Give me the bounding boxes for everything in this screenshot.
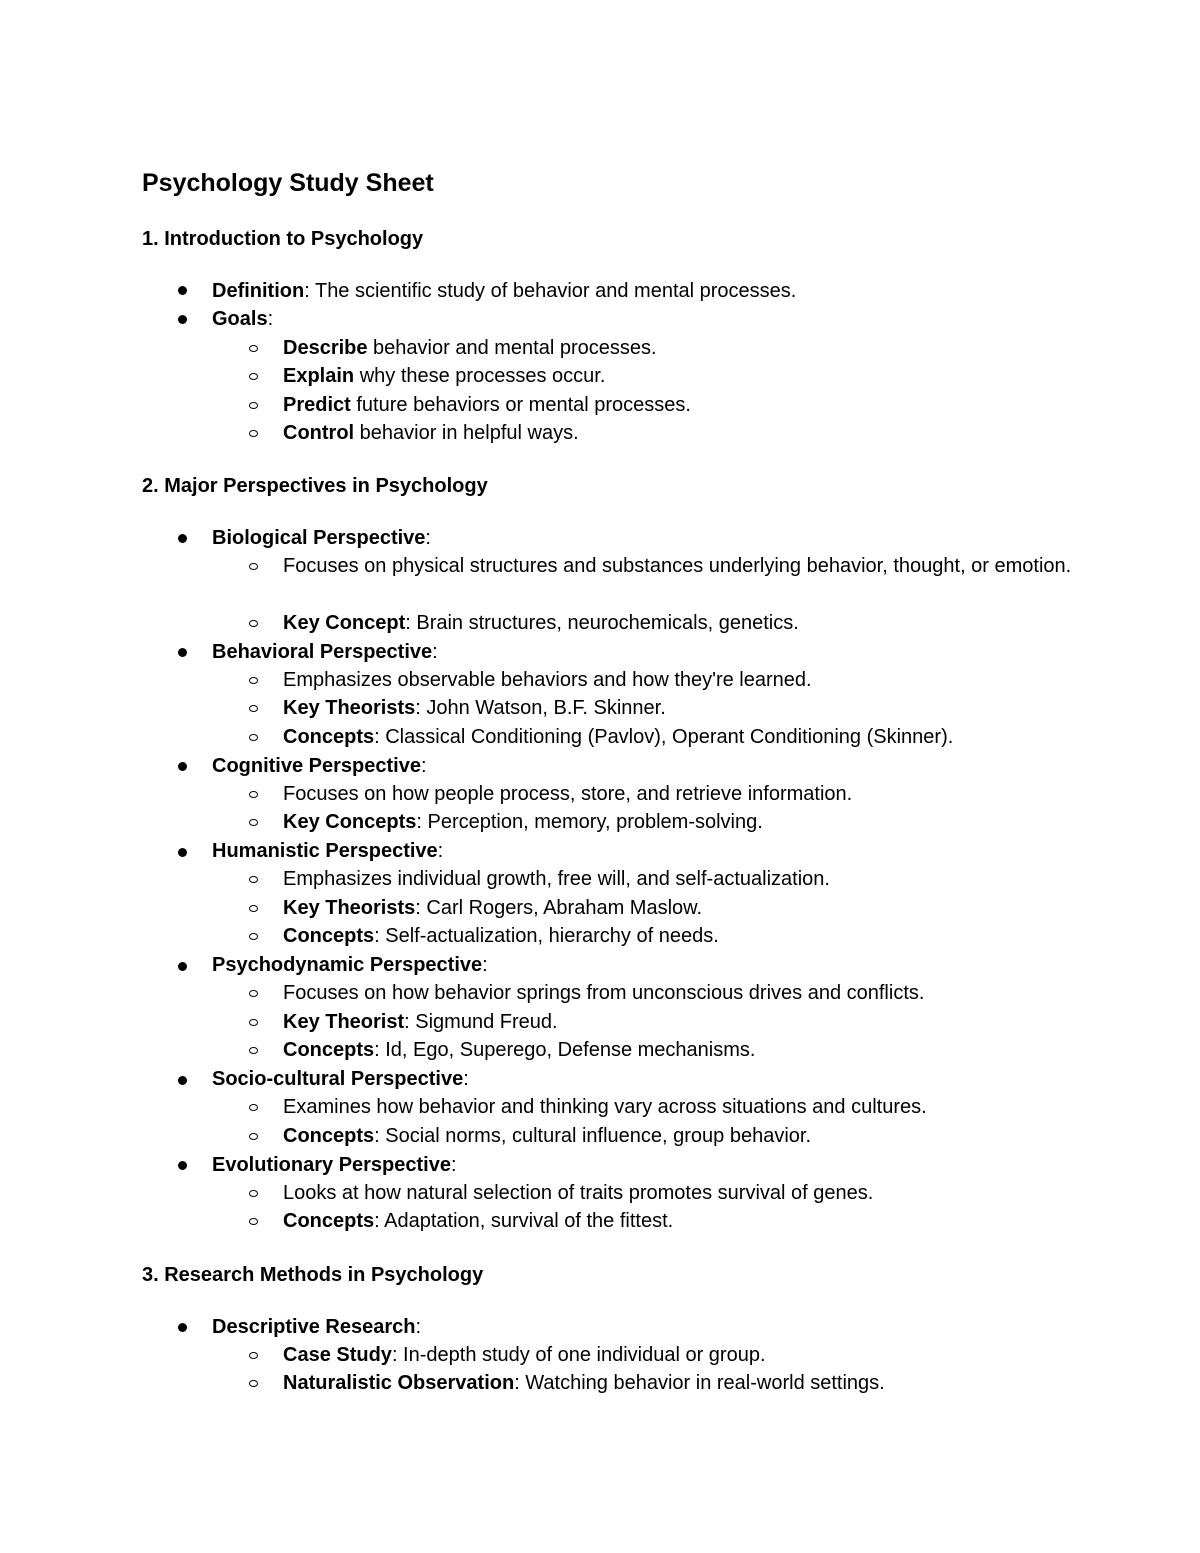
circle-bullet-icon (249, 373, 258, 380)
term-label: Goals (212, 308, 268, 330)
term-text: : (437, 840, 444, 862)
term-text: : (482, 954, 488, 976)
term-text: Emphasizes observable behaviors and how they're learned. (283, 669, 812, 691)
term-label: Key Concepts (283, 811, 417, 833)
term-label: Describe (283, 337, 368, 359)
disc-bullet-icon (178, 534, 187, 543)
term-label: Psychodynamic Perspective (212, 954, 483, 976)
list-item (212, 1151, 457, 1180)
circle-bullet-icon (249, 990, 258, 997)
circle-bullet-icon (249, 1104, 258, 1111)
term-label: Behavioral Perspective (212, 641, 433, 663)
term-text: : In-depth study of one individual or group. (391, 1344, 766, 1366)
sub-list-item (283, 723, 953, 752)
list-item (212, 951, 488, 980)
term-label: Evolutionary Perspective (212, 1154, 451, 1176)
term-text: why these processes occur. (354, 365, 606, 387)
circle-bullet-icon (249, 1019, 258, 1026)
list-item (212, 837, 443, 866)
term-label: Naturalistic Observation (283, 1372, 515, 1394)
disc-bullet-icon (178, 1076, 187, 1085)
sub-list-item (283, 419, 579, 448)
list-item (212, 752, 427, 781)
disc-bullet-icon (178, 315, 187, 324)
term-label: Predict (283, 394, 351, 416)
term-text: Focuses on physical structures and substances underlying behavior, thought, or emotion. (283, 555, 1072, 577)
sub-list-item (283, 1036, 755, 1065)
sub-list-item (283, 1008, 558, 1037)
term-text: future behaviors or mental processes. (350, 394, 691, 416)
circle-bullet-icon (249, 791, 258, 798)
circle-bullet-icon (249, 705, 258, 712)
section-heading: 2. Major Perspectives in Psychology (142, 475, 488, 497)
term-text: : Brain structures, neurochemicals, genetics. (405, 612, 799, 634)
list-item (212, 277, 796, 306)
term-label: Key Theorists (283, 897, 416, 919)
term-label: Key Concept (283, 612, 406, 634)
sub-list-item (283, 1093, 927, 1122)
term-text: : (432, 641, 438, 663)
term-text: : (415, 1316, 422, 1338)
circle-bullet-icon (249, 905, 258, 912)
term-label: Definition (212, 280, 305, 302)
circle-bullet-icon (249, 876, 258, 883)
term-text: Looks at how natural selection of traits promotes survival of genes. (283, 1182, 874, 1204)
page-title: Psychology Study Sheet (142, 169, 434, 197)
term-text: Focuses on how people process, store, and retrieve information. (283, 783, 853, 805)
sub-list-item (283, 1207, 673, 1236)
sub-list-item (283, 1341, 766, 1370)
sub-list-item (283, 666, 812, 695)
term-label: Cognitive Perspective (212, 755, 421, 777)
term-label: Key Theorists (283, 697, 416, 719)
term-label: Descriptive Research (212, 1316, 416, 1338)
circle-bullet-icon (249, 1133, 258, 1140)
term-label: Humanistic Perspective (212, 840, 438, 862)
term-text: : Perception, memory, problem-solving. (416, 811, 763, 833)
term-text: : Classical Conditioning (Pavlov), Operant Conditioning (Skinner). (374, 726, 954, 748)
disc-bullet-icon (178, 762, 187, 771)
term-text: Examines how behavior and thinking vary across situations and cultures. (283, 1096, 927, 1118)
sub-list-item (283, 865, 830, 894)
disc-bullet-icon (178, 1161, 187, 1170)
term-text: : Adaptation, survival of the fittest. (374, 1210, 674, 1232)
sub-list-item (283, 808, 763, 837)
term-text: behavior and mental processes. (367, 337, 657, 359)
term-text: : The scientific study of behavior and mental processes. (304, 280, 797, 302)
term-label: Concepts (283, 1125, 375, 1147)
term-text: : Sigmund Freud. (404, 1011, 558, 1033)
disc-bullet-icon (178, 848, 187, 857)
sub-list-item (283, 694, 666, 723)
term-text: : Id, Ego, Superego, Defense mechanisms. (374, 1039, 756, 1061)
list-item (212, 638, 438, 667)
sub-list-item (283, 1179, 873, 1208)
circle-bullet-icon (249, 402, 258, 409)
term-label: Socio-cultural Perspective (212, 1068, 464, 1090)
term-label: Explain (283, 365, 355, 387)
sub-list-item (283, 922, 719, 951)
term-label: Control (283, 422, 355, 444)
term-label: Biological Perspective (212, 527, 426, 549)
term-text: : (425, 527, 431, 549)
sub-list-item (283, 979, 924, 1008)
list-item (212, 524, 431, 553)
circle-bullet-icon (249, 563, 258, 570)
circle-bullet-icon (249, 1352, 258, 1359)
list-item (212, 305, 273, 334)
sub-list-item (283, 1122, 811, 1151)
term-text: : Watching behavior in real-world settings. (514, 1372, 885, 1394)
list-item (212, 1313, 421, 1342)
sub-list-item (283, 334, 657, 363)
sub-list-item (283, 362, 605, 391)
term-label: Concepts (283, 1039, 375, 1061)
term-text: : John Watson, B.F. Skinner. (415, 697, 666, 719)
circle-bullet-icon (249, 1190, 258, 1197)
disc-bullet-icon (178, 286, 187, 295)
term-text: : Social norms, cultural influence, group behavior. (374, 1125, 812, 1147)
sub-list-item (283, 780, 852, 809)
circle-bullet-icon (249, 620, 258, 627)
disc-bullet-icon (178, 1323, 187, 1332)
circle-bullet-icon (249, 933, 258, 940)
term-label: Concepts (283, 1210, 375, 1232)
term-text: Emphasizes individual growth, free will, and self-actualization. (283, 868, 830, 890)
term-text: : (450, 1154, 457, 1176)
disc-bullet-icon (178, 962, 187, 971)
term-label: Concepts (283, 925, 375, 947)
term-text: : Self-actualization, hierarchy of needs. (374, 925, 719, 947)
term-label: Concepts (283, 726, 375, 748)
section-heading: 1. Introduction to Psychology (142, 228, 424, 250)
term-text: : (420, 755, 427, 777)
list-item (212, 1065, 469, 1094)
sub-list-item (283, 894, 702, 923)
term-label: Case Study (283, 1344, 392, 1366)
term-text: : (463, 1068, 469, 1090)
circle-bullet-icon (249, 1380, 258, 1387)
sub-list-item (283, 552, 1073, 581)
term-text: : (267, 308, 274, 330)
sub-list-item (283, 1369, 885, 1398)
circle-bullet-icon (249, 430, 258, 437)
circle-bullet-icon (249, 677, 258, 684)
sub-list-item (283, 391, 691, 420)
sub-list-item (283, 609, 799, 638)
circle-bullet-icon (249, 1047, 258, 1054)
circle-bullet-icon (249, 1218, 258, 1225)
circle-bullet-icon (249, 734, 258, 741)
circle-bullet-icon (249, 345, 258, 352)
term-text: : Carl Rogers, Abraham Maslow. (415, 897, 703, 919)
term-text: behavior in helpful ways. (354, 422, 579, 444)
section-heading: 3. Research Methods in Psychology (142, 1264, 484, 1286)
term-label: Key Theorist (283, 1011, 405, 1033)
disc-bullet-icon (178, 648, 187, 657)
circle-bullet-icon (249, 819, 258, 826)
term-text: Focuses on how behavior springs from unconscious drives and conflicts. (283, 982, 925, 1004)
